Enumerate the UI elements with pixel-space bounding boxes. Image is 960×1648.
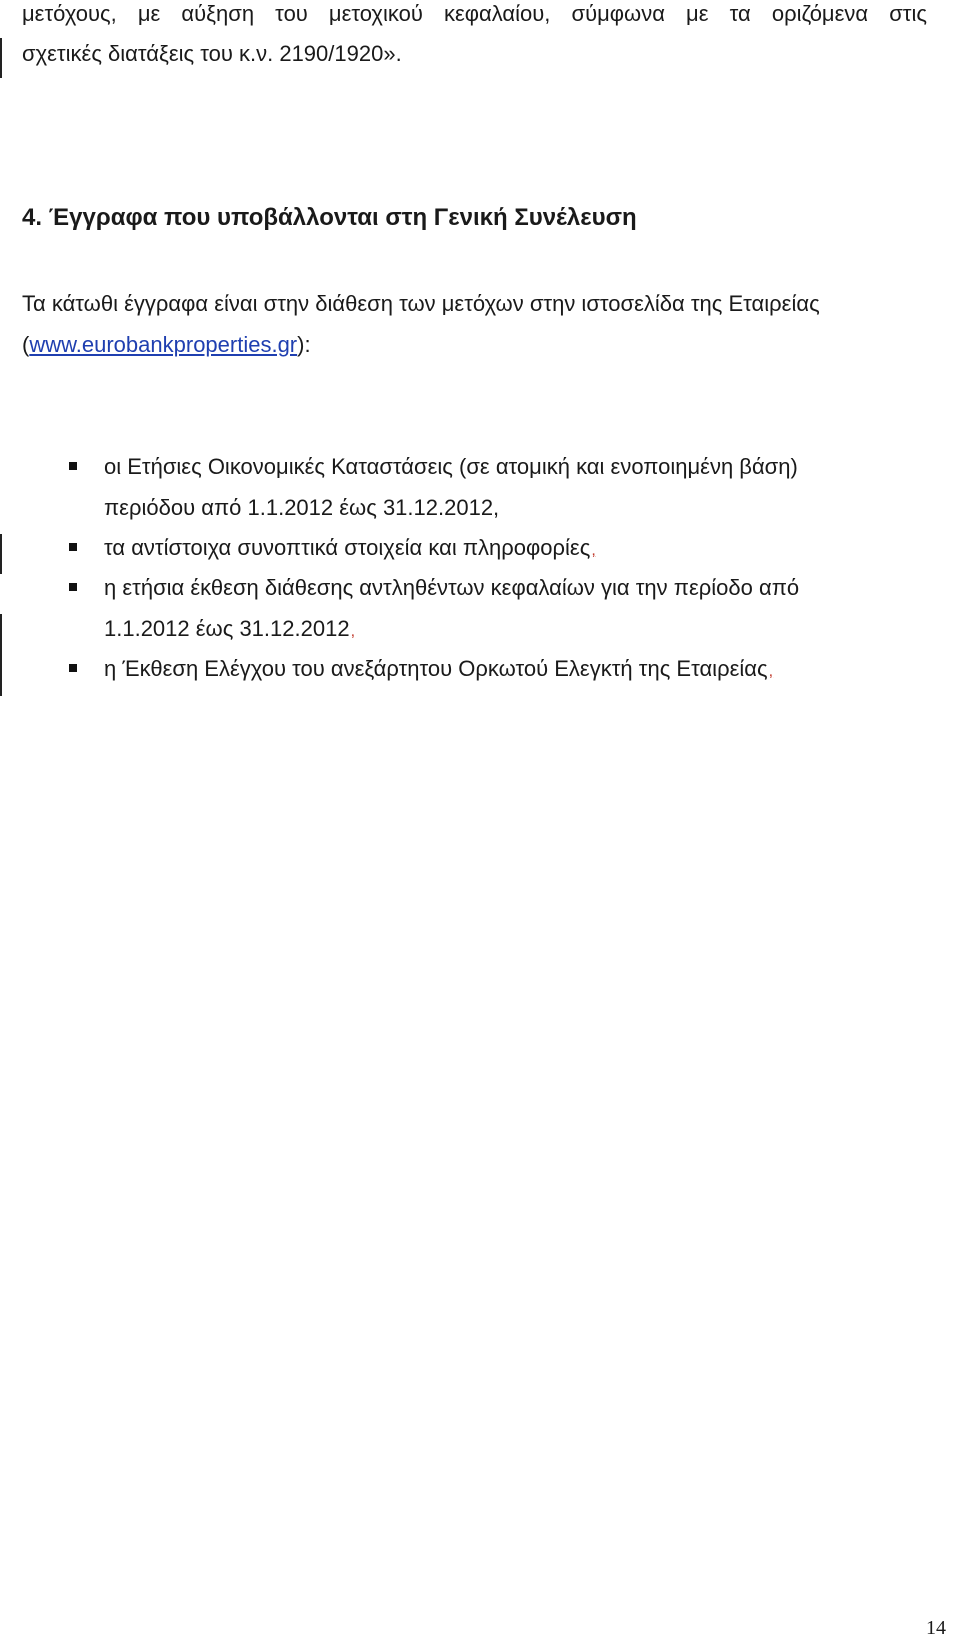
bullet-marker-icon [69,664,77,672]
tracked-change-mark: , [768,663,774,680]
paren-close: ): [297,332,311,357]
list-item-line [104,615,355,646]
list-item-text: τα αντίστοιχα συνοπτικά στοιχεία και πληροφορίες [104,535,591,560]
list-item-line: περιόδου από 1.1.2012 έως 31.12.2012, [104,495,500,520]
paren-open: ( [22,332,30,357]
list-item-text: η Έκθεση Ελέγχου του ανεξάρτητου Ορκωτού Ελεγκτή της Εταιρείας [104,656,768,681]
tracked-change-mark: , [591,542,596,559]
intro-line [22,331,311,359]
intro-line: Τα κάτωθι έγγραφα είναι στην διάθεση των μετόχων στην ιστοσελίδα της Εταιρείας [22,291,820,316]
paragraph-line: μετόχους, με αύξηση του μετοχικού κεφαλαίου, σύμφωνα με τα οριζόμενα στις [22,1,927,26]
list-item-line [104,655,773,686]
list-item-text: 1.1.2012 έως 31.12.2012 [104,616,350,641]
list-item-line: οι Ετήσιες Οικονομικές Καταστάσεις (σε ατομική και ενοποιημένη βάση) [104,454,798,479]
section-heading: 4. Έγγραφα που υποβάλλονται στη Γενική Συνέλευση [22,204,637,231]
bullet-marker-icon [69,462,77,470]
tracked-change-mark: , [350,623,356,640]
list-item-line [104,534,596,565]
bullet-marker-icon [69,543,77,551]
change-bar [0,534,2,574]
change-bar [0,614,2,696]
bullet-marker-icon [69,583,77,591]
list-item-line: η ετήσια έκθεση διάθεσης αντληθέντων κεφαλαίων για την περίοδο από [104,575,800,600]
page-number: 14 [926,1617,946,1639]
change-bar [0,38,2,78]
website-link[interactable]: www.eurobankproperties.gr [29,332,298,357]
paragraph-line: σχετικές διατάξεις του κ.ν. 2190/1920». [22,41,402,66]
